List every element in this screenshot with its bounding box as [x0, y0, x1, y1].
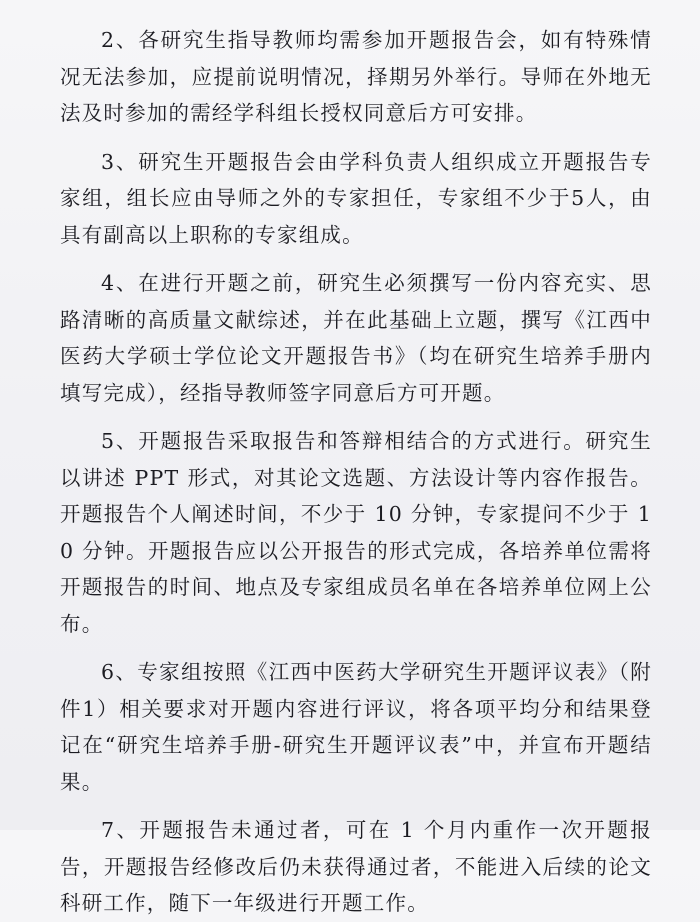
paragraph-item-4: 4、在进行开题之前，研究生必须撰写一份内容充实、思路清晰的高质量文献综述，并在此基础上立题，撰写《江西中医药大学硕士学位论文开题报告书》（均在研究生培养手册内填写完成），经指导教师签字同意后方可开题。	[60, 271, 652, 405]
paragraph-item-5: 5、开题报告采取报告和答辩相结合的方式进行。研究生以讲述 PPT 形式，对其论文选题、方法设计等内容作报告。开题报告个人阐述时间，不少于 10 分钟，专家提问不少于 10 分钟。开题报告应以公开报告的形式完成，各培养单位需将开题报告的时间、地点及专家组成员名单在各培养单位网上公布。	[60, 429, 652, 636]
paragraph-item-3: 3、研究生开题报告会由学科负责人组织成立开题报告专家组，组长应由导师之外的专家担任，专家组不少于5人，由具有副高以上职称的专家组成。	[60, 149, 652, 247]
paragraph-item-2: 2、各研究生指导教师均需参加开题报告会，如有特殊情况无法参加，应提前说明情况，择期另外举行。导师在外地无法及时参加的需经学科组长授权同意后方可安排。	[60, 28, 652, 125]
paragraph-item-6: 6、专家组按照《江西中医药大学研究生开题评议表》（附件1）相关要求对开题内容进行评议，将各项平均分和结果登记在“研究生培养手册-研究生开题评议表”中，并宣布开题结果。	[60, 660, 652, 794]
paragraph-item-7: 7、开题报告未通过者，可在 1 个月内重作一次开题报告，开题报告经修改后仍未获得通过者，不能进入后续的论文科研工作，随下一年级进行开题工作。	[60, 818, 652, 915]
